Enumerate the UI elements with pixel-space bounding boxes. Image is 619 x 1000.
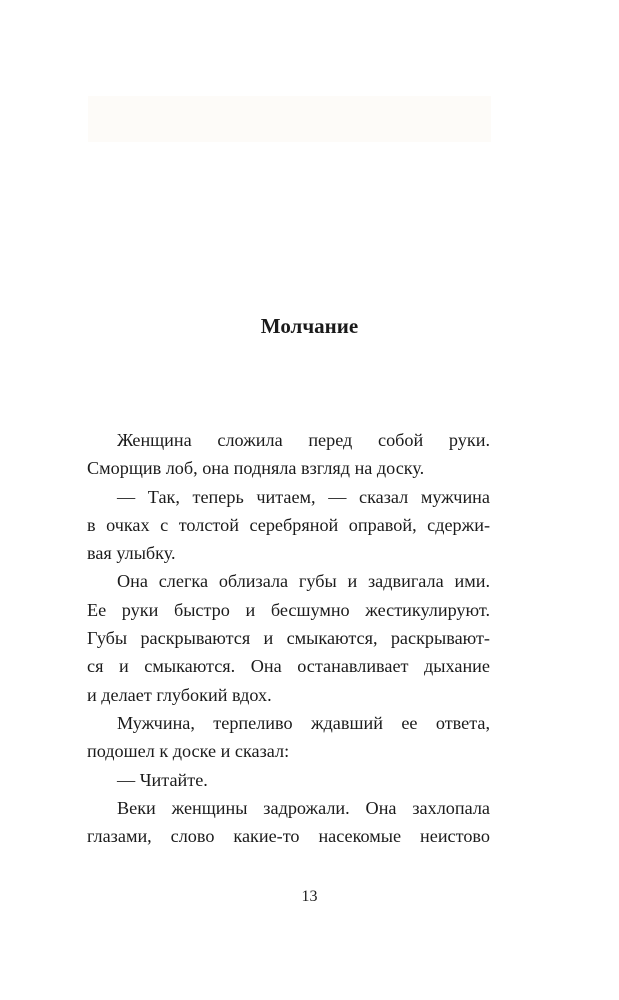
text-line: и делает глубокий вдох. <box>87 684 272 705</box>
paragraph <box>87 426 490 483</box>
text-line: Женщина сложила перед собой руки. <box>117 430 490 450</box>
text-line: — Читайте. <box>117 769 208 790</box>
text-line: Сморщив лоб, она подняла взгляд на доску. <box>87 458 425 479</box>
text-line: Мужчина, терпеливо ждавший ее ответа, <box>117 712 490 733</box>
paragraph <box>87 794 490 851</box>
text-line: Губы раскрываются и смыкаются, раскрывают- <box>87 628 490 649</box>
paragraph <box>87 483 490 568</box>
body-text <box>87 426 490 850</box>
chapter-title: Молчание <box>260 314 359 338</box>
text-line: подошел к доске и сказал: <box>87 741 290 762</box>
paragraph <box>87 709 490 766</box>
paragraph <box>87 567 490 708</box>
text-line: глазами, слово какие-то насекомые неистово <box>87 826 490 847</box>
header-band <box>88 96 491 142</box>
text-line: Ее руки быстро и бесшумно жестикулируют. <box>87 599 490 620</box>
text-line: Веки женщины задрожали. Она захлопала <box>117 797 490 818</box>
paragraph <box>87 766 490 794</box>
text-line: в очках с толстой серебряной оправой, сдержи- <box>87 514 490 535</box>
text-line: — Так, теперь читаем, — сказал мужчина <box>117 486 490 507</box>
text-line: вая улыбку. <box>87 543 176 564</box>
text-line: Она слегка облизала губы и задвигала ими. <box>117 571 490 592</box>
page-number: 13 <box>301 888 318 905</box>
text-line: ся и смыкаются. Она останавливает дыхание <box>87 656 490 677</box>
